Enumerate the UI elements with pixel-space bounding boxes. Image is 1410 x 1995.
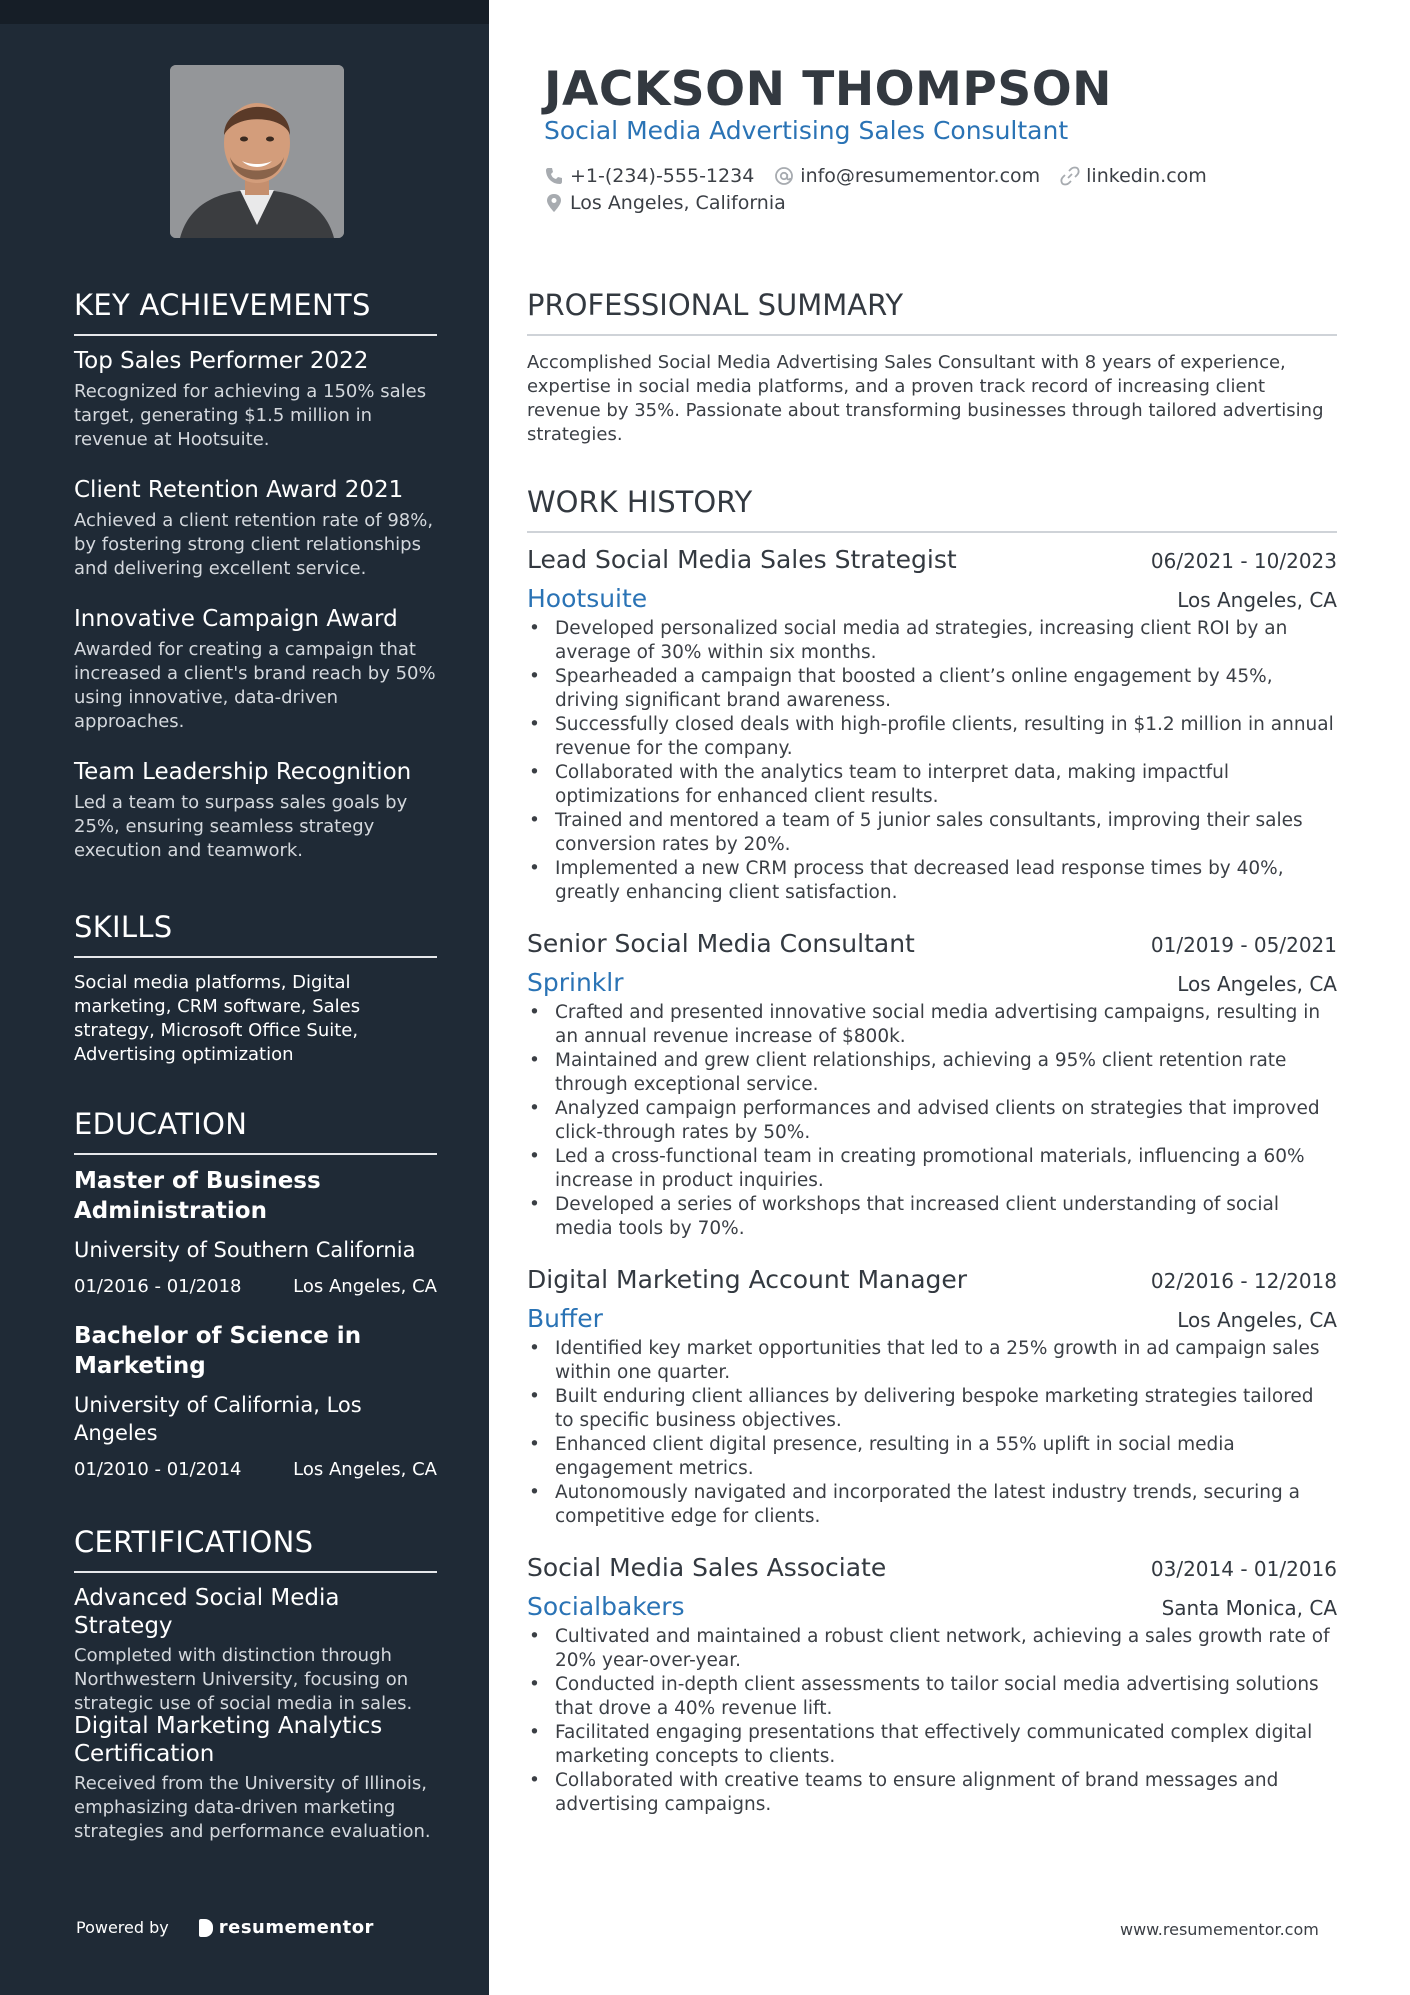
education-degree: Bachelor of Science in Marketing xyxy=(74,1323,362,1379)
job-bullet: • Enhanced client digital presence, resulting in a 55% uplift in social media engagement metrics. xyxy=(527,1433,1337,1481)
job-bullets xyxy=(527,1625,1337,1817)
achievement-desc: Recognized for achieving a 150% sales target, generating $1.5 million in revenue at Hootsuite. xyxy=(74,381,427,450)
job-bullet: • Autonomously navigated and incorporated the latest industry trends, securing a competitive edge for clients. xyxy=(527,1481,1337,1529)
job-bullet: • Maintained and grew client relationships, achieving a 95% client retention rate through exceptional service. xyxy=(527,1049,1337,1097)
certification-item xyxy=(74,1712,437,1844)
education-dates: 01/2016 - 01/2018 xyxy=(74,1276,242,1297)
job-company: Hootsuite xyxy=(527,584,648,613)
job-bullet: • Successfully closed deals with high-profile clients, resulting in $1.2 million in annual revenue for the company. xyxy=(527,713,1337,761)
job-dates: 03/2014 - 01/2016 xyxy=(1150,1557,1337,1581)
job-title: Lead Social Media Sales Strategist xyxy=(527,545,957,574)
job-title: Digital Marketing Account Manager xyxy=(527,1265,968,1294)
job-entry xyxy=(527,1265,1337,1529)
job-dates: 02/2016 - 12/2018 xyxy=(1150,1269,1337,1293)
job-bullets xyxy=(527,1337,1337,1529)
achievement-item xyxy=(74,604,437,734)
job-bullet: • Trained and mentored a team of 5 junior sales consultants, improving their sales conversion rates by 20%. xyxy=(527,809,1337,857)
contact-row-location xyxy=(544,192,806,214)
profile-photo xyxy=(170,65,344,238)
achievement-desc: Awarded for creating a campaign that increased a client's brand reach by 50% using innovative, data-driven approaches. xyxy=(74,639,436,732)
achievement-item xyxy=(74,346,437,452)
job-bullet: • Collaborated with creative teams to ensure alignment of brand messages and advertising campaigns. xyxy=(527,1769,1337,1817)
certification-title: Digital Marketing Analytics Certification xyxy=(74,1713,383,1767)
contact-row xyxy=(544,165,1227,187)
phone-icon xyxy=(544,166,564,186)
job-bullet: • Developed personalized social media ad strategies, increasing client ROI by an average of 30% within six months. xyxy=(527,617,1337,665)
education-meta xyxy=(74,1276,437,1297)
job-bullet: • Led a cross-functional team in creating promotional materials, influencing a 60% increase in product inquiries. xyxy=(527,1145,1337,1193)
job-bullet: • Implemented a new CRM process that decreased lead response times by 40%, greatly enhancing client satisfaction. xyxy=(527,857,1337,905)
job-entry xyxy=(527,1553,1337,1817)
email-text: info@resumementor.com xyxy=(800,165,1041,187)
brand-logo[interactable] xyxy=(199,1917,374,1938)
job-dates: 01/2019 - 05/2021 xyxy=(1150,933,1337,957)
job-bullet: • Identified key market opportunities that led to a 25% growth in ad campaign sales within one quarter. xyxy=(527,1337,1337,1385)
powered-by-label: Powered by xyxy=(76,1918,169,1937)
location-text: Los Angeles, California xyxy=(570,192,786,214)
job-bullet: • Built enduring client alliances by delivering bespoke marketing strategies tailored to specific business objectives. xyxy=(527,1385,1337,1433)
education-dates: 01/2010 - 01/2014 xyxy=(74,1459,242,1480)
job-title: Social Media Sales Associate xyxy=(527,1553,887,1582)
achievement-item xyxy=(74,757,437,863)
job-location: Los Angeles, CA xyxy=(1177,1308,1337,1332)
achievement-desc: Achieved a client retention rate of 98%, by fostering strong client relationships and delivering excellent service. xyxy=(74,510,434,579)
job-company: Socialbakers xyxy=(527,1592,685,1621)
work-history-heading: WORK HISTORY xyxy=(527,485,1337,533)
skills-text: Social media platforms, Digital marketing, CRM software, Sales strategy, Microsoft Office Suite, Advertising optimization xyxy=(74,972,361,1065)
achievement-desc: Led a team to surpass sales goals by 25%, ensuring seamless strategy execution and teamwork. xyxy=(74,792,408,861)
at-icon xyxy=(774,166,794,186)
certification-desc: Received from the University of Illinois, emphasizing data-driven marketing strategies and performance evaluation. xyxy=(74,1773,431,1842)
summary-heading: PROFESSIONAL SUMMARY xyxy=(527,288,1337,336)
job-company: Sprinklr xyxy=(527,968,624,997)
job-bullet: • Facilitated engaging presentations that effectively communicated complex digital marketing concepts to clients. xyxy=(527,1721,1337,1769)
achievement-title: Team Leadership Recognition xyxy=(74,759,412,785)
certification-item xyxy=(74,1584,437,1716)
sidebar-top-bar xyxy=(0,0,489,24)
job-location: Los Angeles, CA xyxy=(1177,972,1337,996)
education-location: Los Angeles, CA xyxy=(293,1459,437,1480)
skills-heading: SKILLS xyxy=(74,910,437,958)
profile-photo-illustration xyxy=(170,65,344,238)
certification-desc: Completed with distinction through Northwestern University, focusing on strategic use of social media in sales. xyxy=(74,1645,413,1714)
education-school: University of Southern California xyxy=(74,1238,416,1262)
sidebar xyxy=(0,0,489,1995)
contact-location xyxy=(544,192,786,214)
job-bullets xyxy=(527,1001,1337,1241)
job-bullet: • Conducted in-depth client assessments to tailor social media advertising solutions that drove a 40% revenue lift. xyxy=(527,1673,1337,1721)
brand-logo-text: resumementor xyxy=(218,1917,374,1938)
candidate-name: JACKSON THOMPSON xyxy=(544,62,1112,117)
achievement-item xyxy=(74,475,437,581)
job-bullet: • Analyzed campaign performances and advised clients on strategies that improved click-through rates by 50%. xyxy=(527,1097,1337,1145)
job-dates: 06/2021 - 10/2023 xyxy=(1150,549,1337,573)
powered-by xyxy=(76,1917,374,1938)
job-location: Santa Monica, CA xyxy=(1161,1596,1337,1620)
footer-website-link[interactable]: www.resumementor.com xyxy=(1120,1920,1319,1939)
job-bullet: • Spearheaded a campaign that boosted a client’s online engagement by 45%, driving significant brand awareness. xyxy=(527,665,1337,713)
job-entry xyxy=(527,929,1337,1241)
contact-linkedin[interactable] xyxy=(1060,165,1207,187)
achievement-title: Top Sales Performer 2022 xyxy=(74,348,369,374)
education-degree: Master of Business Administration xyxy=(74,1168,321,1224)
education-meta xyxy=(74,1459,437,1480)
achievement-title: Client Retention Award 2021 xyxy=(74,477,404,503)
link-icon xyxy=(1060,166,1080,186)
location-pin-icon xyxy=(544,193,564,213)
contact-phone[interactable] xyxy=(544,165,754,187)
linkedin-text: linkedin.com xyxy=(1086,165,1207,187)
job-title: Senior Social Media Consultant xyxy=(527,929,915,958)
education-item xyxy=(74,1321,437,1480)
contact-email[interactable] xyxy=(774,165,1040,187)
skills-list xyxy=(74,971,437,1067)
job-bullet: • Developed a series of workshops that increased client understanding of social media tools by 70%. xyxy=(527,1193,1337,1241)
education-location: Los Angeles, CA xyxy=(293,1276,437,1297)
certifications-heading: CERTIFICATIONS xyxy=(74,1525,437,1573)
job-bullet: • Collaborated with the analytics team to interpret data, making impactful optimizations for enhanced client results. xyxy=(527,761,1337,809)
summary-text: Accomplished Social Media Advertising Sales Consultant with 8 years of experience, expertise in social media platforms, and a proven track record of increasing client revenue by 35%. Passionate about transforming businesses through tailored advertising strategies. xyxy=(527,352,1324,445)
job-location: Los Angeles, CA xyxy=(1177,588,1337,612)
certification-title: Advanced Social Media Strategy xyxy=(74,1585,340,1639)
job-entry xyxy=(527,545,1337,905)
education-heading: EDUCATION xyxy=(74,1107,437,1155)
brand-logo-icon xyxy=(199,1919,213,1937)
education-item xyxy=(74,1166,437,1297)
job-bullets xyxy=(527,617,1337,905)
candidate-title: Social Media Advertising Sales Consultant xyxy=(544,116,1069,145)
education-school: University of California, Los Angeles xyxy=(74,1393,362,1445)
job-bullet: • Crafted and presented innovative social media advertising campaigns, resulting in an annual revenue increase of $800k. xyxy=(527,1001,1337,1049)
phone-text: +1-(234)-555-1234 xyxy=(570,165,755,187)
job-company: Buffer xyxy=(527,1304,603,1333)
achievement-title: Innovative Campaign Award xyxy=(74,606,398,632)
achievements-heading: KEY ACHIEVEMENTS xyxy=(74,288,437,336)
job-bullet: • Cultivated and maintained a robust client network, achieving a sales growth rate of 20% year-over-year. xyxy=(527,1625,1337,1673)
